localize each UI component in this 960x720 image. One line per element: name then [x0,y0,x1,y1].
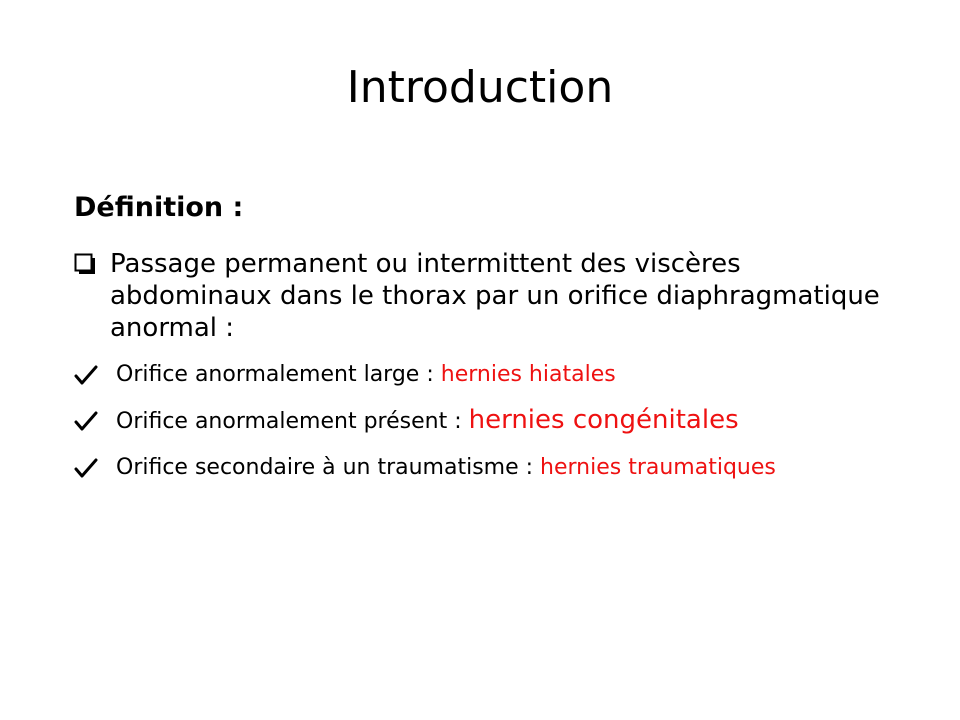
list-item-highlight: hernies traumatiques [540,455,776,480]
definition-heading: Définition : [74,192,244,223]
main-point-text: Passage permanent ou intermittent des viscères abdominaux dans le thorax par un orifice diaphragmatique anormal : [110,249,880,343]
list-item-text [110,360,904,389]
main-bullet-point [74,248,904,344]
checkmark-icon [74,360,110,389]
checkmark-icon [74,453,110,482]
list-item [74,406,904,436]
list-item-text [110,453,904,482]
checkmark-icon [74,406,110,435]
list-item-text [110,406,904,436]
list-item-highlight: hernies congénitales [468,405,739,435]
list-item [74,360,904,389]
list-item [74,453,904,482]
list-item-highlight: hernies hiatales [440,362,616,387]
list-item-label: Orifice secondaire à un traumatisme : [116,455,541,480]
list-item-label: Orifice anormalement large : [116,362,441,387]
slide-content [74,190,904,499]
square-ballot-box-icon [74,248,110,280]
list-item-label: Orifice anormalement présent : [116,409,469,434]
slide-title: Introduction [346,62,614,113]
